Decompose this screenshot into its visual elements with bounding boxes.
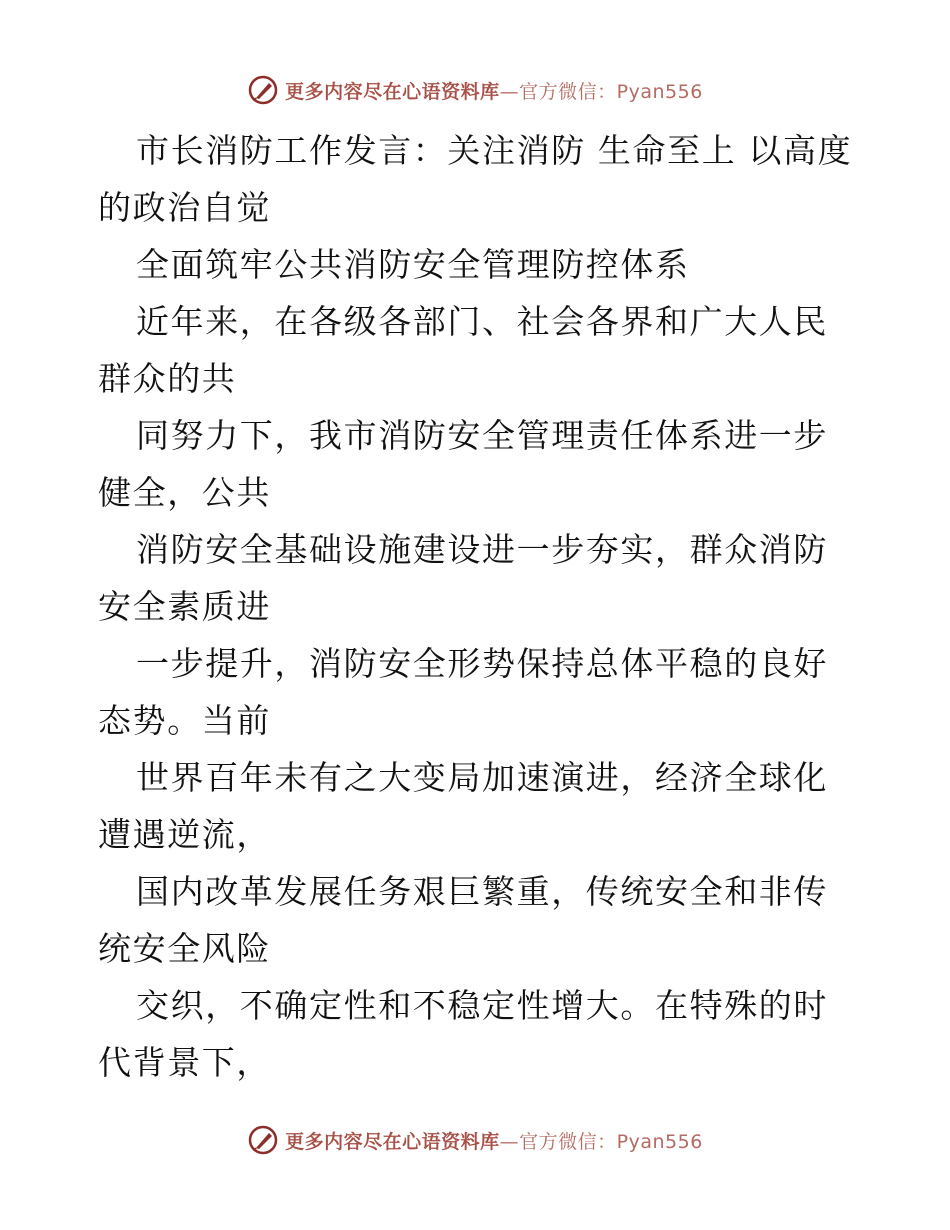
footer-watermark-text [285, 1127, 703, 1154]
paragraph: 交织，不确定性和不稳定性增大。在特殊的时代背景下， [98, 986, 828, 1082]
paragraph: 世界百年未有之大变局加速演进，经济全球化遭遇逆流， [98, 758, 828, 854]
paragraph-title: 市长消防工作发言：关注消防 生命至上 以高度的政治自觉 [98, 131, 853, 227]
quill-pen-icon [247, 1124, 279, 1156]
header-watermark-text [285, 77, 703, 104]
paragraph-subtitle: 全面筑牢公共消防安全管理防控体系 [136, 245, 690, 284]
paragraph: 国内改革发展任务艰巨繁重，传统安全和非传统安全风险 [98, 872, 828, 968]
paragraph: 消防安全基础设施建设进一步夯实，群众消防安全素质进 [98, 530, 828, 626]
paragraph: 一步提升，消防安全形势保持总体平稳的良好态势。当前 [98, 644, 828, 740]
footer-wechat-text: 官方微信：Pyan556 [519, 1130, 703, 1153]
header-watermark [0, 70, 950, 110]
footer-site-text: 更多内容尽在心语资料库 [285, 1130, 500, 1153]
quill-pen-icon [247, 74, 279, 106]
header-site-text: 更多内容尽在心语资料库 [285, 80, 500, 103]
header-separator: — [499, 80, 520, 103]
paragraph: 同努力下，我市消防安全管理责任体系进一步健全，公共 [98, 416, 828, 512]
paragraph: 近年来，在各级各部门、社会各界和广大人民群众的共 [98, 302, 828, 398]
footer-separator: — [499, 1130, 520, 1153]
header-wechat-text: 官方微信：Pyan556 [519, 80, 703, 103]
document-body [98, 122, 858, 1091]
footer-watermark [0, 1120, 950, 1160]
